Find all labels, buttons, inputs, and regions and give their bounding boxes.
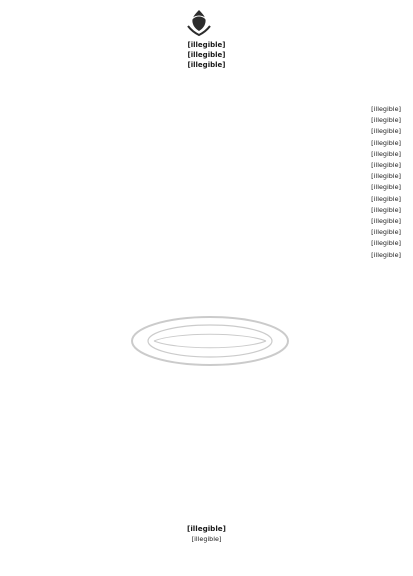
notice-paragraph: [illegible] bbox=[371, 205, 401, 214]
document-footer bbox=[0, 523, 413, 544]
notice-paragraph: [illegible] bbox=[371, 250, 401, 259]
notice-paragraph: [illegible] bbox=[371, 105, 401, 113]
organization-logo-icon bbox=[181, 8, 217, 38]
notice-paragraph: [illegible] bbox=[371, 194, 401, 203]
title-line-2: [illegible] bbox=[187, 51, 226, 59]
notice-paragraph: [illegible] bbox=[371, 138, 401, 147]
notice-paragraph: [illegible] bbox=[371, 172, 401, 181]
watermark-stamp-icon bbox=[120, 306, 300, 376]
issuing-organization: [illegible] bbox=[187, 524, 226, 533]
notice-body bbox=[14, 104, 401, 504]
publication-dates: [illegible] bbox=[191, 535, 222, 543]
notice-paragraph: [illegible] bbox=[371, 183, 401, 192]
title-line-1: [illegible] bbox=[187, 41, 226, 49]
title-line-3: [illegible] bbox=[187, 61, 226, 69]
notice-paragraph: [illegible] bbox=[371, 228, 401, 237]
notice-paragraph: [illegible] bbox=[371, 239, 401, 248]
notice-paragraph: [illegible] bbox=[371, 116, 401, 125]
notice-paragraph: [illegible] bbox=[371, 217, 401, 226]
title-block bbox=[18, 40, 395, 70]
document-header bbox=[10, 6, 403, 68]
notice-paragraph: [illegible] bbox=[371, 149, 401, 158]
notice-paragraph: [illegible] bbox=[371, 161, 401, 170]
notice-paragraph: [illegible] bbox=[371, 127, 401, 136]
